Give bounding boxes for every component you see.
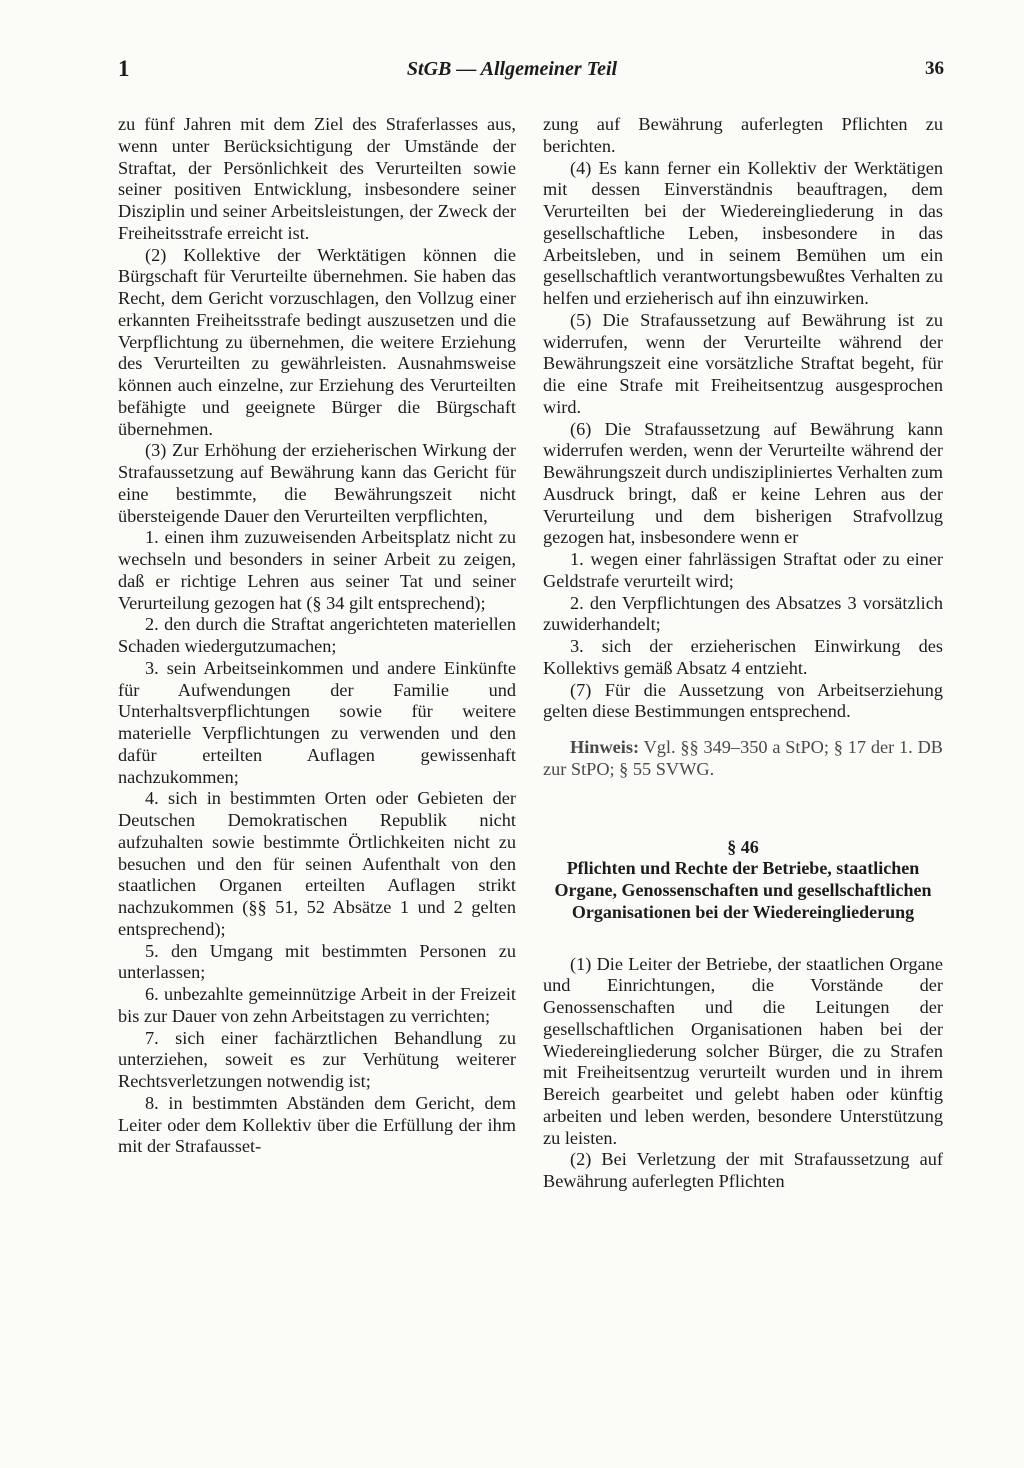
section-number: § 46	[727, 836, 759, 857]
paragraph: (7) Für die Aussetzung von Arbeitserziehung gelten diese Bestimmungen entsprechend.	[543, 679, 943, 722]
hint-note	[543, 737, 943, 781]
paragraph: (3) Zur Erhöhung der erzieherischen Wirkung der Strafaussetzung auf Bewährung kann das Gericht für eine bestimmte, die Bewährungszeit nicht übersteigende Dauer den Verurteilten verpflichten,	[118, 440, 516, 526]
paragraph: (2) Bei Verletzung der mit Strafaussetzung auf Bewährung auferlegten Pflichten	[543, 1149, 943, 1191]
paragraph: (6) Die Strafaussetzung auf Bewährung kann widerrufen werden, wenn der Verurteilte während der Bewährungszeit durch undiszipliniertes Verhalten zum Ausdruck bringt, daß er keine Lehren aus der Verurteilung und dem bisherigen Strafvollzug gezogen hat, insbesondere wenn er	[543, 418, 943, 548]
hint-label: Hinweis:	[570, 737, 640, 757]
list-item: 1. einen ihm zuzuweisenden Arbeitsplatz nicht zu wechseln und besonders in seiner Arbeit zu zeigen, daß er richtige Lehren aus seiner Tat und seiner Verurteilung gezogen hat (§ 34 gilt entsprechend);	[118, 527, 516, 613]
list-item: 2. den durch die Straftat angerichteten materiellen Schaden wiedergutzumachen;	[118, 614, 516, 656]
list-item: 4. sich in bestimmten Orten oder Gebieten der Deutschen Demokratischen Republik nicht aufzuhalten sowie bestimmte Örtlichkeiten nicht zu besuchen und den für seinen Aufenthalt von den staatlichen Organen erteilten Auflagen strikt nachzukommen (§§ 51, 52 Absätze 1 und 2 gelten entsprechend);	[118, 788, 516, 939]
page-header	[0, 56, 1024, 86]
chapter-number: 1	[118, 56, 130, 81]
list-item: 3. sein Arbeitseinkommen und andere Einkünfte für Aufwendungen der Familie und Unterhaltsverpflichtungen sowie für weitere materielle Verpflichtungen zu verwenden und den dafür erteilten Auflagen gewissenhaft nachzukommen;	[118, 657, 516, 787]
list-item: 5. den Umgang mit bestimmten Personen zu unterlassen;	[118, 940, 516, 983]
list-item: 1. wegen einer fahrlässigen Straftat oder zu einer Geldstrafe verurteilt wird;	[543, 549, 943, 591]
paragraph: (2) Kollektive der Werktätigen können die Bürgschaft für Verurteilte übernehmen. Sie haben das Recht, dem Gericht vorzuschlagen, den Vollzug einer erkannten Freiheitsstrafe bedingt auszusetzen und die Verpflichtung zu übernehmen, die weitere Erziehung des Verurteilten zu gewährleisten. Ausnahmsweise können auch einzelne, zur Erziehung des Verurteilten befähigte und geeignete Bürger die Bürgschaft übernehmen.	[118, 244, 516, 439]
hint-text: Vgl. §§ 349–350 a StPO; § 17 der 1. DB zur StPO; § 55 SVWG.	[543, 737, 943, 779]
running-title: StGB — Allgemeiner Teil	[406, 58, 618, 80]
list-item: 7. sich einer fachärztlichen Behandlung zu unterziehen, soweit es zur Verhütung weiterer Rechtsverletzungen notwendig ist;	[118, 1027, 516, 1091]
section-title: Pflichten und Rechte der Betriebe, staatlichen Organe, Genossenschaften und gesellschaftlichen Organisationen bei der Wiedereingliederung	[554, 858, 932, 922]
paragraph: zung auf Bewährung auferlegten Pflichten zu berichten.	[543, 114, 943, 156]
paragraph: (1) Die Leiter der Betriebe, der staatlichen Organe und Einrichtungen, die Vorstände der Genossenschaften und die Leitungen der gesellschaftlichen Organisationen haben bei der Wiedereingliederung solcher Bürger, die zu Strafen mit Freiheitsentzug verurteilt wurden und in ihrem Bereich gearbeitet und gelebt haben oder künftig arbeiten und leben werden, besondere Unterstützung zu leisten.	[543, 953, 943, 1148]
right-column	[543, 114, 943, 1193]
paragraph: zu fünf Jahren mit dem Ziel des Straferlasses aus, wenn unter Berücksichtigung der Umstände der Straftat, der Persönlichkeit des Verurteilten sowie seiner positiven Entwicklung, insbesondere seiner Disziplin und seiner Arbeitsleistungen, der Zweck der Freiheitsstrafe erreicht ist.	[118, 114, 516, 243]
list-item: 3. sich der erzieherischen Einwirkung des Kollektivs gemäß Absatz 4 entzieht.	[543, 636, 943, 678]
list-item: 2. den Verpflichtungen des Absatzes 3 vorsätzlich zuwiderhandelt;	[543, 592, 943, 635]
paragraph: (4) Es kann ferner ein Kollektiv der Werktätigen mit dessen Einverständnis beauftragen, dem Verurteilten bei der Wiedereingliederung in das gesellschaftliche Leben, insbesondere in das Arbeitsleben, und in seinem Bemühen um ein gesellschaftlich verantwortungsbewußtes Verhalten zu helfen und erzieherisch auf ihn einzuwirken.	[543, 157, 943, 308]
list-item: 6. unbezahlte gemeinnützige Arbeit in der Freizeit bis zur Dauer von zehn Arbeitstagen zu verrichten;	[118, 984, 516, 1026]
paragraph: (5) Die Strafaussetzung auf Bewährung ist zu widerrufen, wenn der Verurteilte während der Bewährungszeit eine vorsätzliche Straftat begeht, für die eine Strafe mit Freiheitsentzug ausgesprochen wird.	[543, 309, 943, 417]
left-column	[118, 114, 516, 1158]
list-item: 8. in bestimmten Abständen dem Gericht, dem Leiter oder dem Kollektiv über die Erfüllung der ihm mit der Strafausset-	[118, 1092, 516, 1157]
page-number: 36	[925, 58, 944, 79]
